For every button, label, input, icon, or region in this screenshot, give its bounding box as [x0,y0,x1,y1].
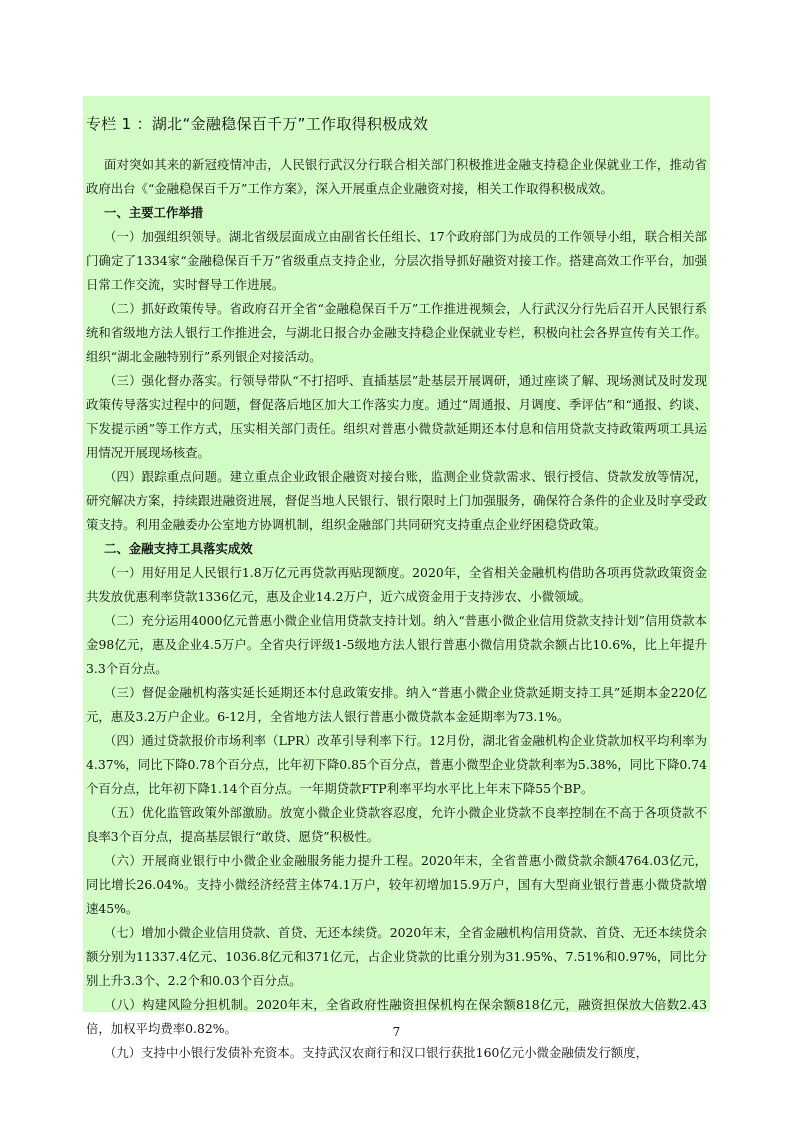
section-heading: 二、金融支持工具落实成效 [103,541,253,556]
list-item: （二）充分运用4000亿元普惠小微企业信用贷款支持计划。纳入“普惠小微企业信用贷款支持计划”信用贷款本金98亿元，惠及企业4.5万户。全省央行评级1-5级地方法人银行普惠小微信用贷款余额占比10.6%，比上年提升3.3个百分点。 [86,613,707,676]
list-item: （六）开展商业银行中小微企业金融服务能力提升工程。2020年末，全省普惠小微贷款余额4764.03亿元，同比增长26.04%。支持小微经济经营主体74.1万户，较年初增加15.9万户，国有大型商业银行普惠小微贷款增速45%。 [86,853,707,916]
list-item: （三）强化督办落实。行领导带队“不打招呼、直插基层”赴基层开展调研，通过座谈了解、现场测试及时发现政策传导落实过程中的问题，督促落后地区加大工作落实力度。通过“周通报、月调度、季评估”和“通报、约谈、下发提示函”等工作方式，压实相关部门责任。组织对普惠小微贷款延期还本付息和信用贷款支持政策两项工具运用情况开展现场核查。 [86,373,707,460]
section-heading: 一、主要工作举措 [103,205,204,220]
list-item: （七）增加小微企业信用贷款、首贷、无还本续贷。2020年末，全省金融机构信用贷款、首贷、无还本续贷余额分别为11337.4亿元、1036.8亿元和371亿元，占企业贷款的比重分别为31.95%、7.51%和0.97%，同比分别上升3.3个、2.2个和0.03个百分点。 [86,925,707,988]
feature-panel [83,96,710,1060]
intro-paragraph: 面对突如其来的新冠疫情冲击，人民银行武汉分行联合相关部门积极推进金融支持稳企业保就业工作，推动省政府出台《“金融稳保百千万”工作方案》，深入开展重点企业融资对接，相关工作取得积极成效。 [86,157,707,196]
list-item: （一）用好用足人民银行1.8万亿元再贷款再贴现额度。2020年，全省相关金融机构借助各项再贷款政策资金共发放优惠利率贷款1336亿元，惠及企业14.2万户，近六成资金用于支持涉农、小微领域。 [86,565,707,604]
list-item: （四）跟踪重点问题。建立重点企业政银企融资对接台账，监测企业贷款需求、银行授信、贷款发放等情况，研究解决方案，持续跟进融资进展，督促当地人民银行、银行限时上门加强服务，确保符合条件的企业及时享受政策支持。利用金融委办公室地方协调机制，组织金融部门共同研究支持重点企业纾困稳贷政策。 [86,469,707,532]
list-item: （一）加强组织领导。湖北省级层面成立由副省长任组长、17个政府部门为成员的工作领导小组，联合相关部门确定了1334家“金融稳保百千万”省级重点支持企业，分层次指导抓好融资对接工作。搭建高效工作平台，加强日常工作交流，实时督导工作进展。 [86,229,707,292]
list-item: （九）支持中小银行发债补充资本。支持武汉农商行和汉口银行获批160亿元小微金融债发行额度， [103,1045,649,1060]
list-item: （三）督促金融机构落实延长延期还本付息政策安排。纳入“普惠小微企业贷款延期支持工具”延期本金220亿元，惠及3.2万户企业。6-12月，全省地方法人银行普惠小微贷款本金延期率为73.1%。 [86,685,707,724]
list-item: （二）抓好政策传导。省政府召开全省“金融稳保百千万”工作推进视频会，人行武汉分行先后召开人民银行系统和省级地方法人银行工作推进会，与湖北日报合办金融支持稳企业保就业专栏，积极向社会各界宣传有关工作。组织“湖北金融特别行”系列银企对接活动。 [86,301,707,364]
list-item: （四）通过贷款报价市场利率（LPR）改革引导利率下行。12月份，湖北省金融机构企业贷款加权平均利率为4.37%，同比下降0.78个百分点，比年初下降0.85个百分点，普惠小微型企业贷款利率为5.38%，同比下降0.74个百分点，比年初下降1.14个百分点。一年期贷款FTP利率平均水平比上年末下降55个BP。 [86,733,707,796]
panel-title: 专栏 1 ：湖北“金融稳保百千万”工作取得积极成效 [86,115,429,133]
page-number: 7 [392,1025,401,1039]
panel-body [86,153,707,1065]
list-item: （五）优化监管政策外部激励。放宽小微企业贷款容忍度，允许小微企业贷款不良率控制在不高于各项贷款不良率3个百分点，提高基层银行“敢贷、愿贷”积极性。 [86,805,707,844]
list-item: （八）构建风险分担机制。2020年末，全省政府性融资担保机构在保余额818亿元，融资担保放大倍数2.43倍，加权平均费率0.82%。 [86,997,707,1036]
